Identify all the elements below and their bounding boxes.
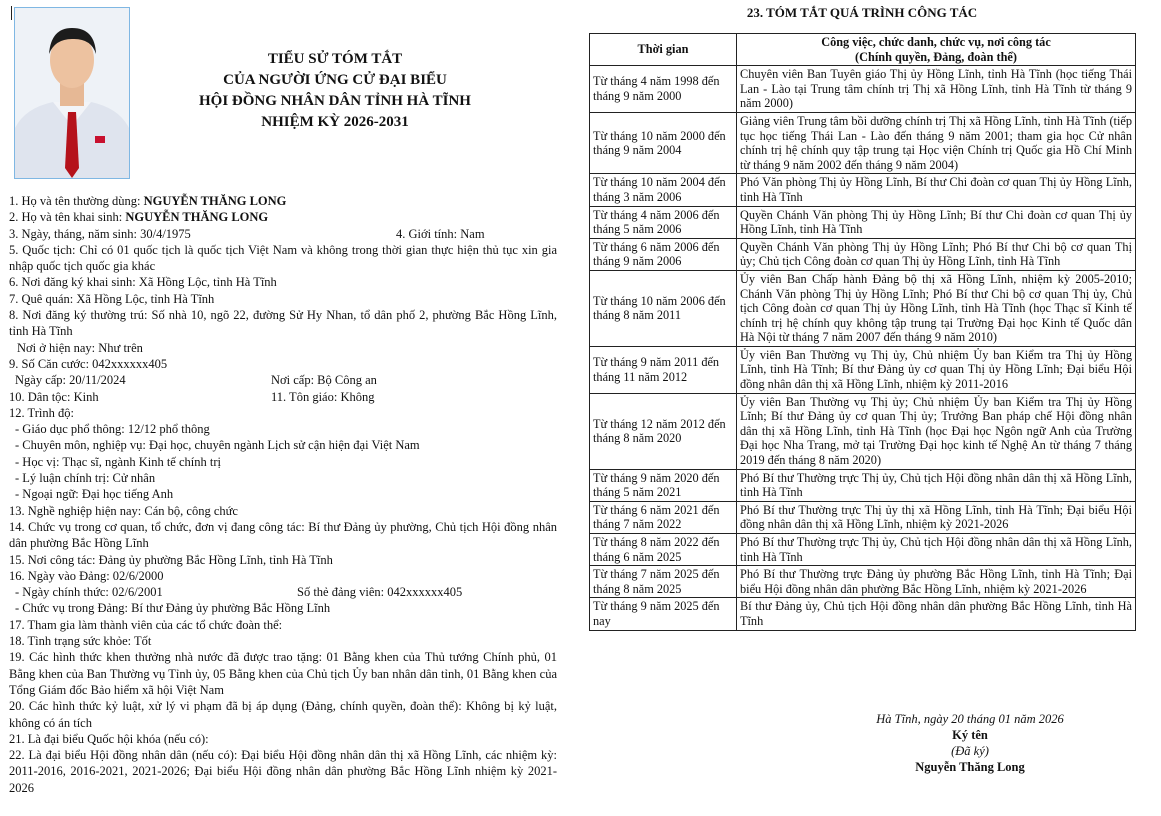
table-row bbox=[590, 534, 1136, 566]
row-description: Phó Bí thư Thường trực Thị ủy, Chủ tịch Hội đồng nhân dân thị xã Hồng Lĩnh, tỉnh Hà Tĩnh bbox=[737, 534, 1136, 566]
row-time: Từ tháng 10 năm 2004 đến tháng 3 năm 2006 bbox=[590, 174, 737, 206]
column-header-time: Thời gian bbox=[590, 34, 737, 66]
table-row bbox=[590, 270, 1136, 346]
table-row bbox=[590, 206, 1136, 238]
bio-awards: 19. Các hình thức khen thưởng nhà nước đã được trao tặng: 01 Bằng khen của Thủ tướng Chính phủ, 01 Bằng khen của Ban Thường vụ Tỉnh ủy, 05 Bằng khen của Chủ tịch Ủy ban nhân dân tỉnh, 01 Bằng khen của Tổng Giám đốc Bảo hiểm xã hội Việt Nam bbox=[9, 650, 557, 697]
bio-national-assembly: 21. Là đại biểu Quốc hội khóa (nếu có): bbox=[9, 731, 209, 746]
row-description: Giảng viên Trung tâm bồi dưỡng chính trị Thị xã Hồng Lĩnh, tỉnh Hà Tĩnh (tiếp tục học tiếng Thái Lan - Lào đến tháng 9 năm 2001; tham gia học Cử nhân chính trị hệ chính quy tập trung tại Học viện Chính trị Quốc gia Hồ Chí Minh từ tháng 9 năm 2002 đến tháng 9 năm 2004) bbox=[737, 112, 1136, 173]
bio-id-issue: Ngày cấp: 20/11/2024 Nơi cấp: Bộ Công an bbox=[15, 373, 377, 388]
row-description: Phó Văn phòng Thị ủy Hồng Lĩnh, Bí thư Chi đoàn cơ quan Thị ủy Hồng Lĩnh, tỉnh Hà Tĩnh bbox=[737, 174, 1136, 206]
bio-education-language: - Ngoại ngữ: Đại học tiếng Anh bbox=[15, 487, 174, 502]
bio-health: 18. Tình trạng sức khỏe: Tốt bbox=[9, 634, 152, 649]
bio-nationality: 5. Quốc tịch: Chỉ có 01 quốc tịch là quốc tịch Việt Nam và không trong thời gian thực hiện thủ tục xin gia nhập quốc tịch quốc gia khác bbox=[9, 242, 557, 274]
row-time: Từ tháng 10 năm 2006 đến tháng 8 năm 2011 bbox=[590, 270, 737, 346]
table-row bbox=[590, 346, 1136, 393]
signature-block bbox=[800, 711, 1140, 775]
bio-common-name: 1. Họ và tên thường dùng: NGUYỄN THĂNG LONG bbox=[9, 194, 287, 208]
row-description: Ủy viên Ban Chấp hành Đảng bộ thị xã Hồng Lĩnh, nhiệm kỳ 2005-2010; Chánh Văn phòng Thị ủy Hồng Lĩnh; Phó Bí thư Chi bộ cơ quan Thị ủy, Chủ tịch Công đoàn cơ quan Thị ủy Hồng Lĩnh, tỉnh Hà Tĩnh (học Thạc sĩ Kinh tế chính trị hệ chính quy không tập trung tại Trường Đại học Kinh tế Quốc dân Hà Nội từ tháng 7 năm 2007 đến tháng 9 năm 2010) bbox=[737, 270, 1136, 346]
row-description: Ủy viên Ban Thường vụ Thị ủy, Chủ nhiệm Ủy ban Kiểm tra Thị ủy Hồng Lĩnh, tỉnh Hà Tĩnh; Bí thư Đảng ủy cơ quan Thị ủy Hồng Lĩnh; Đại biểu Hội đồng nhân dân thị xã Hồng Lĩnh, nhiệm kỳ 2011-2016 bbox=[737, 346, 1136, 393]
row-time: Từ tháng 6 năm 2021 đến tháng 7 năm 2022 bbox=[590, 501, 737, 533]
table-header-row bbox=[590, 34, 1136, 66]
text-cursor bbox=[11, 6, 12, 20]
candidate-photo bbox=[14, 7, 130, 179]
title-line: CỦA NGƯỜI ỨNG CỬ ĐẠI BIỂU bbox=[223, 72, 447, 88]
table-row bbox=[590, 112, 1136, 173]
row-description: Phó Bí thư Thường trực Đảng ủy phường Bắc Hồng Lĩnh, tỉnh Hà Tĩnh; Đại biểu Hội đồng nhân dân phường Bắc Hồng Lĩnh, nhiệm kỳ 2021-2026 bbox=[737, 566, 1136, 598]
row-description: Ủy viên Ban Thường vụ Thị ủy; Chủ nhiệm Ủy ban Kiểm tra Thị ủy Hồng Lĩnh; Bí thư Đảng ủy cơ quan Thị ủy; Trưởng Ban pháp chế Hội đồng nhân dân thị xã Hồng Lĩnh, tỉnh Hà Tĩnh (học Đại học Ngôn ngữ Anh của Trường Đại học Nha Trang, mở tại Trường Đại học kinh tế Nghệ An từ tháng 7 tháng 2019 đến tháng 8 năm 2020) bbox=[737, 393, 1136, 469]
title-line: NHIỆM KỲ 2026-2031 bbox=[261, 114, 409, 130]
signature-label: Ký tên bbox=[952, 728, 988, 742]
bio-education-professional: - Chuyên môn, nghiệp vụ: Đại học, chuyên ngành Lịch sử cận hiện đại Việt Nam bbox=[15, 438, 420, 453]
bio-party-join-date: 16. Ngày vào Đảng: 02/6/2000 bbox=[9, 568, 164, 583]
column-header-description: Công việc, chức danh, chức vụ, nơi công tác (Chính quyền, Đảng, đoàn thể) bbox=[737, 34, 1136, 66]
bio-position: 14. Chức vụ trong cơ quan, tổ chức, đơn vị đang công tác: Bí thư Đảng ủy phường, Chủ tịch Hội đồng nhân dân phường Bắc Hồng Lĩnh bbox=[9, 519, 557, 551]
row-time: Từ tháng 10 năm 2000 đến tháng 9 năm 2004 bbox=[590, 112, 737, 173]
bio-id-number: 9. Số Căn cước: 042xxxxxx405 bbox=[9, 356, 168, 371]
portrait-image bbox=[15, 8, 129, 178]
row-time: Từ tháng 12 năm 2012 đến tháng 8 năm 2020 bbox=[590, 393, 737, 469]
bio-organizations: 17. Tham gia làm thành viên của các tổ chức đoàn thể: bbox=[9, 617, 283, 632]
row-description: Quyền Chánh Văn phòng Thị ủy Hồng Lĩnh; Phó Bí thư Chi bộ cơ quan Thị ủy; Chủ tịch Công đoàn cơ quan Thị ủy Hồng Lĩnh, tỉnh Hà Tĩnh bbox=[737, 238, 1136, 270]
document-title bbox=[130, 49, 540, 133]
work-history-title: 23. TÓM TẮT QUÁ TRÌNH CÔNG TÁC bbox=[746, 5, 978, 20]
row-time: Từ tháng 4 năm 2006 đến tháng 5 năm 2006 bbox=[590, 206, 737, 238]
bio-education: 12. Trình độ: bbox=[9, 405, 74, 420]
biography-section bbox=[9, 193, 557, 796]
row-time: Từ tháng 6 năm 2006 đến tháng 9 năm 2006 bbox=[590, 238, 737, 270]
bio-birthdate-gender: 3. Ngày, tháng, năm sinh: 30/4/1975 4. Giới tính: Nam bbox=[9, 226, 485, 241]
bio-education-political: - Lý luận chính trị: Cử nhân bbox=[15, 471, 156, 486]
title-line: HỘI ĐỒNG NHÂN DÂN TỈNH HÀ TĨNH bbox=[199, 93, 471, 109]
row-time: Từ tháng 9 năm 2025 đến nay bbox=[590, 598, 737, 630]
bio-workplace: 15. Nơi công tác: Đảng ủy phường Bắc Hồng Lĩnh, tỉnh Hà Tĩnh bbox=[9, 552, 333, 567]
bio-permanent-residence: 8. Nơi đăng ký thường trú: Số nhà 10, ngõ 22, đường Sử Hy Nhan, tổ dân phố 2, phường Bắc Hồng Lĩnh, tỉnh Hà Tĩnh bbox=[9, 308, 557, 339]
bio-birth-name: 2. Họ và tên khai sinh: NGUYỄN THĂNG LONG bbox=[9, 210, 269, 225]
row-description: Chuyên viên Ban Tuyên giáo Thị ủy Hồng Lĩnh, tỉnh Hà Tĩnh (học tiếng Thái Lan - Lào tại Trung tâm chính trị Thị xã Hồng Lĩnh, tỉnh Hà Tĩnh từ tháng 9 năm 2000) bbox=[737, 66, 1136, 113]
row-time: Từ tháng 9 năm 2011 đến tháng 11 năm 2012 bbox=[590, 346, 737, 393]
signature-status: (Đã ký) bbox=[951, 744, 989, 758]
table-row bbox=[590, 566, 1136, 598]
title-line: TIỂU SỬ TÓM TẮT bbox=[267, 51, 403, 67]
row-description: Phó Bí thư Thường trực Thị ủy, Chủ tịch Hội đồng nhân dân thị xã Hồng Lĩnh, tỉnh Hà Tĩnh bbox=[737, 469, 1136, 501]
bio-hometown: 7. Quê quán: Xã Hồng Lộc, tỉnh Hà Tĩnh bbox=[9, 291, 215, 306]
table-row bbox=[590, 174, 1136, 206]
row-description: Phó Bí thư Thường trực Thị ủy thị xã Hồng Lĩnh, tỉnh Hà Tĩnh; Đại biểu Hội đồng nhân dân thị xã Hồng Lĩnh, nhiệm kỳ 2021-2026 bbox=[737, 501, 1136, 533]
table-row bbox=[590, 238, 1136, 270]
table-row bbox=[590, 393, 1136, 469]
table-row bbox=[590, 598, 1136, 630]
bio-current-residence: Nơi ở hiện nay: Như trên bbox=[17, 340, 143, 355]
bio-ethnicity-religion: 10. Dân tộc: Kinh 11. Tôn giáo: Không bbox=[9, 389, 375, 404]
row-description: Bí thư Đảng ủy, Chủ tịch Hội đồng nhân dân phường Bắc Hồng Lĩnh, tỉnh Hà Tĩnh bbox=[737, 598, 1136, 630]
bio-occupation: 13. Nghề nghiệp hiện nay: Cán bộ, công chức bbox=[9, 503, 238, 518]
table-row bbox=[590, 501, 1136, 533]
bio-birth-registration: 6. Nơi đăng ký khai sinh: Xã Hồng Lộc, tỉnh Hà Tĩnh bbox=[9, 275, 277, 290]
row-time: Từ tháng 7 năm 2025 đến tháng 8 năm 2025 bbox=[590, 566, 737, 598]
bio-education-general: - Giáo dục phổ thông: 12/12 phổ thông bbox=[15, 422, 210, 437]
bio-people-council: 22. Là đại biểu Hội đồng nhân dân (nếu có): Đại biểu Hội đồng nhân dân thị xã Hồng Lĩnh, các nhiệm kỳ: 2011-2016, 2016-2021, 2021-2026; Đại biểu Hội đồng nhân dân phường Bắc Hồng Lĩnh nhiệm kỳ 2021-2026 bbox=[9, 748, 557, 795]
bio-party-position: - Chức vụ trong Đảng: Bí thư Đảng ủy phường Bắc Hồng Lĩnh bbox=[15, 601, 331, 616]
signer-name: Nguyễn Thăng Long bbox=[915, 760, 1025, 774]
row-time: Từ tháng 8 năm 2022 đến tháng 6 năm 2025 bbox=[590, 534, 737, 566]
signature-place-date: Hà Tĩnh, ngày 20 tháng 01 năm 2026 bbox=[876, 712, 1064, 726]
work-history-table bbox=[589, 33, 1136, 631]
bio-discipline: 20. Các hình thức kỷ luật, xử lý vi phạm đã bị áp dụng (Đảng, chính quyền, đoàn thể): Không bị kỷ luật, không có án tích bbox=[9, 699, 557, 730]
row-description: Quyền Chánh Văn phòng Thị ủy Hồng Lĩnh; Bí thư Chi đoàn cơ quan Thị ủy Hồng Lĩnh, tỉnh Hà Tĩnh bbox=[737, 206, 1136, 238]
table-row bbox=[590, 66, 1136, 113]
table-row bbox=[590, 469, 1136, 501]
bio-party-official: - Ngày chính thức: 02/6/2001 Số thẻ đảng viên: 042xxxxxx405 bbox=[15, 585, 463, 600]
row-time: Từ tháng 4 năm 1998 đến tháng 9 năm 2000 bbox=[590, 66, 737, 113]
bio-education-degree: - Học vị: Thạc sĩ, ngành Kinh tế chính trị bbox=[15, 454, 221, 469]
row-time: Từ tháng 9 năm 2020 đến tháng 5 năm 2021 bbox=[590, 469, 737, 501]
